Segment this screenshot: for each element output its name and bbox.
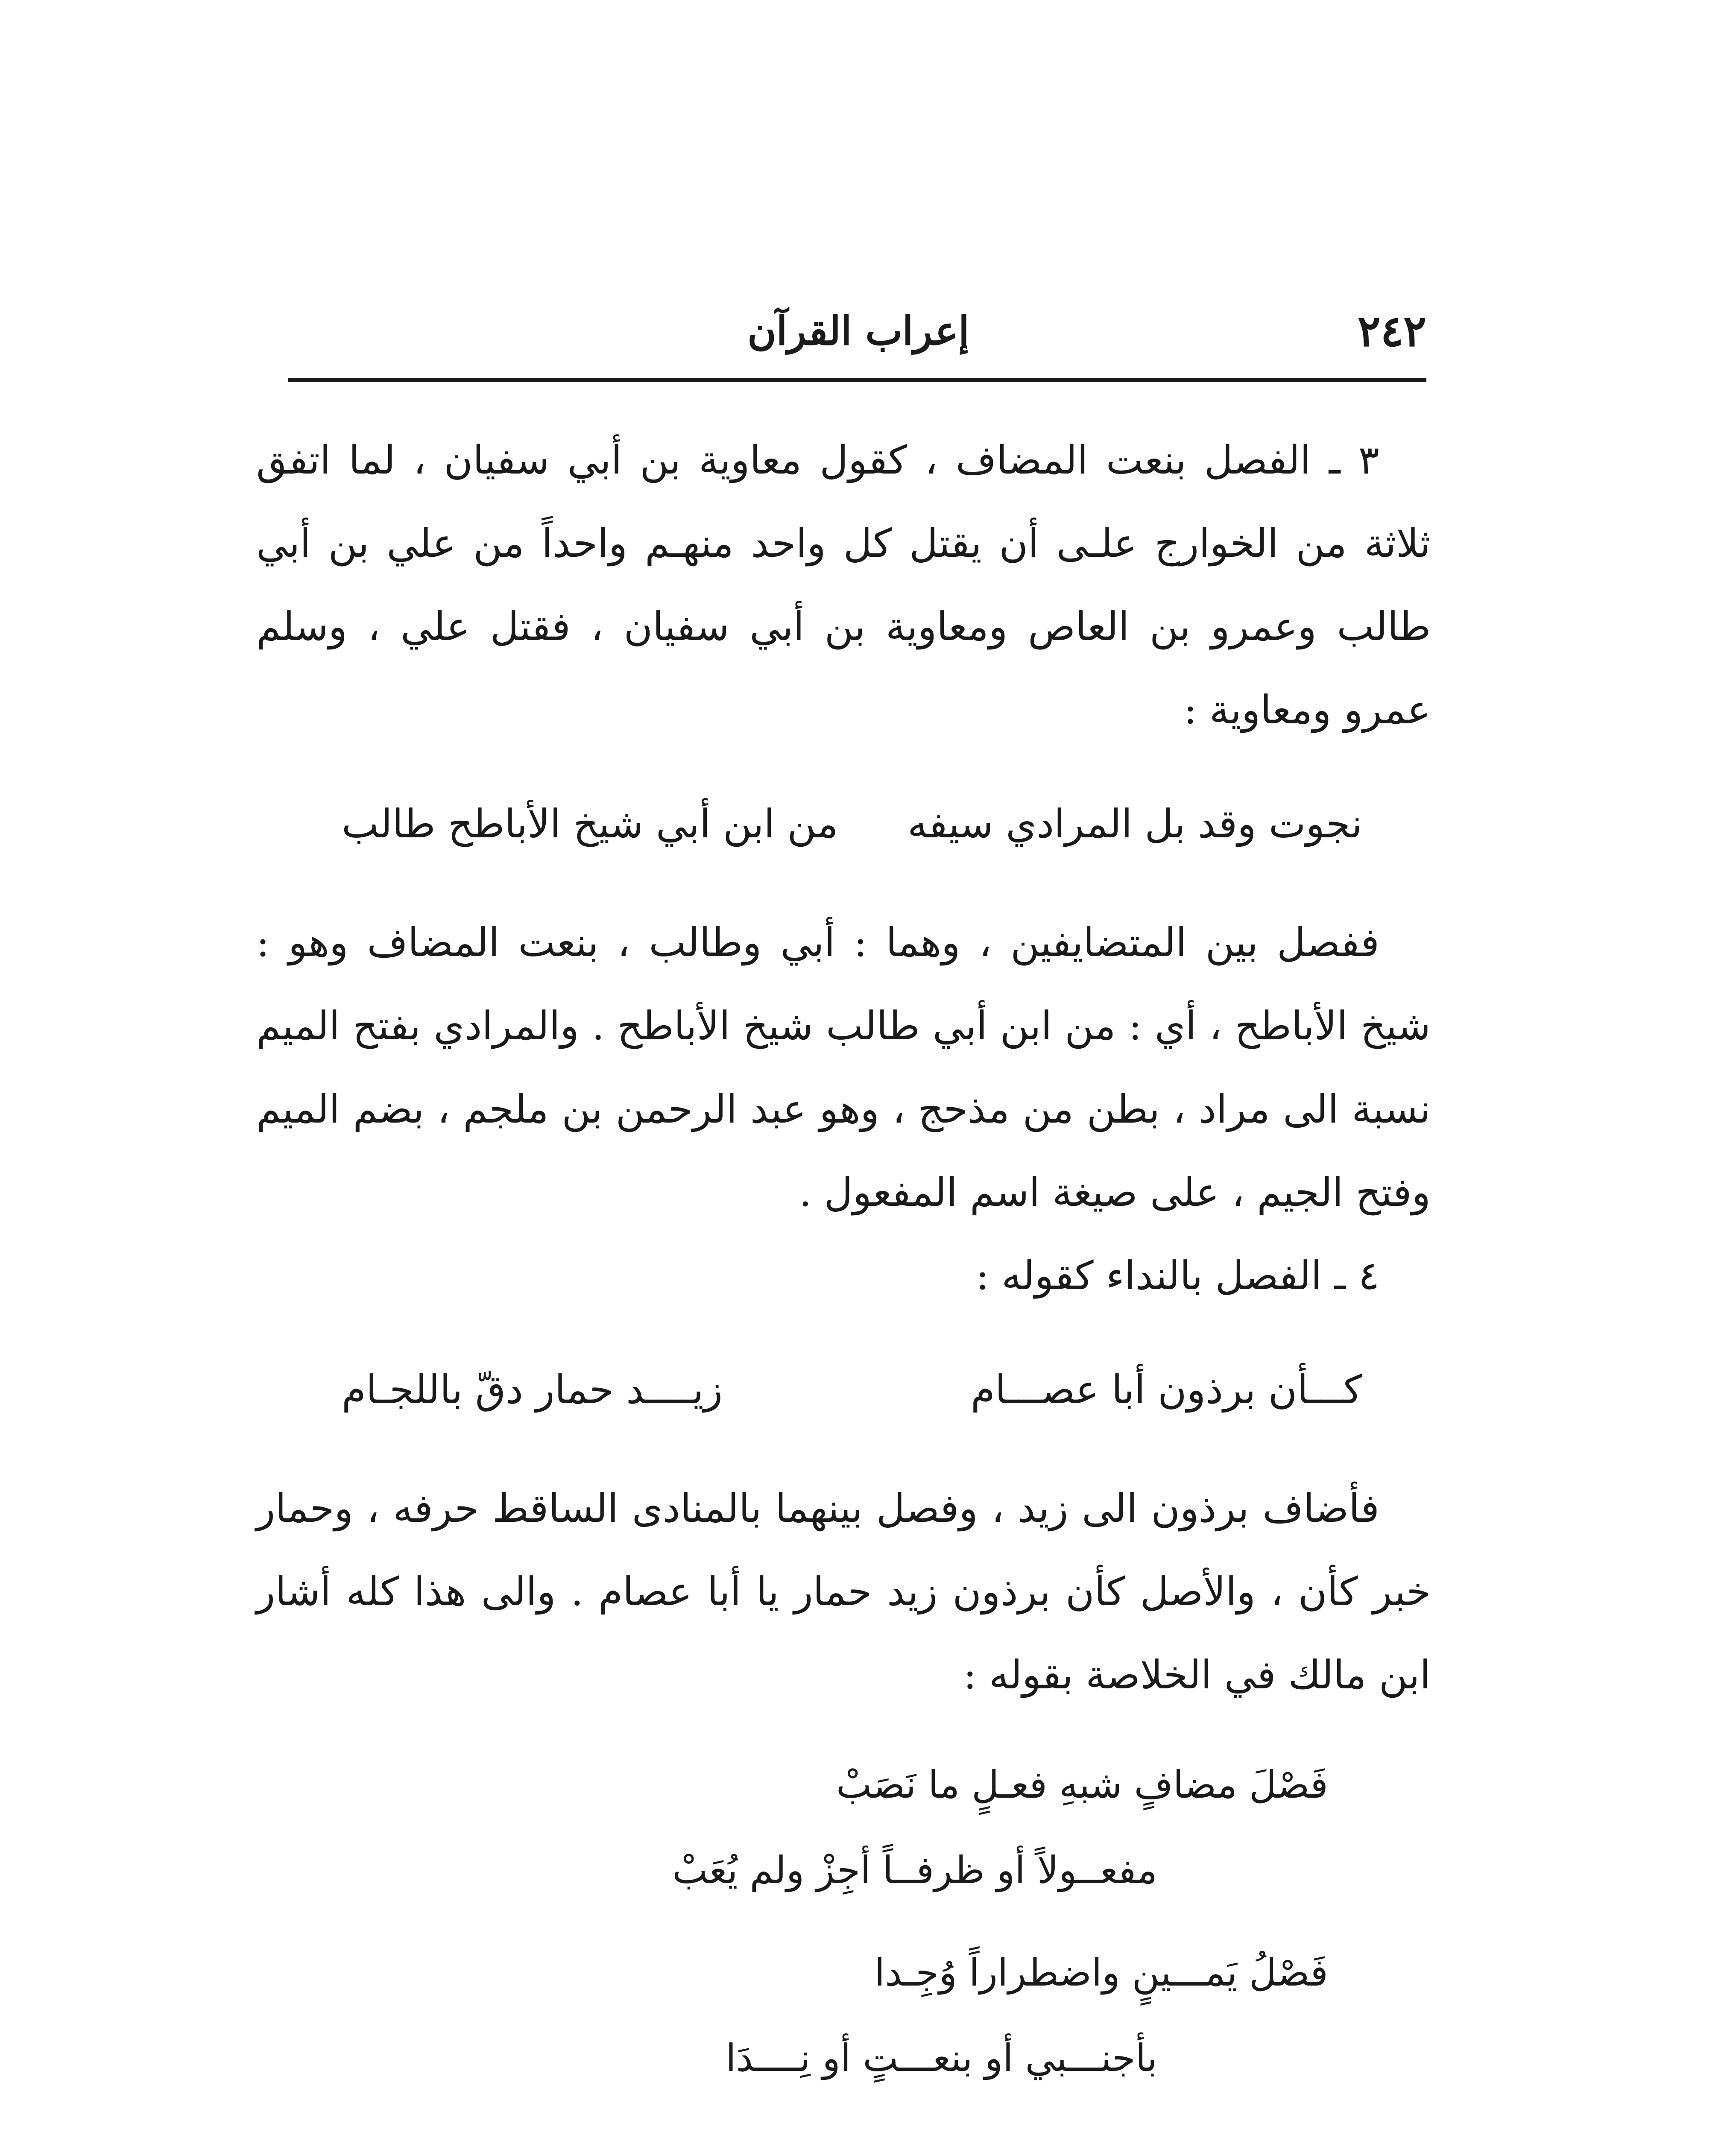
verse-second-hemistich: زيــــد حمار دقّ باللجـام	[342, 1367, 723, 1413]
verse-second-hemistich: من ابن أبي شيخ الأباطح طالب	[342, 801, 838, 847]
verse-najawtu	[256, 781, 1431, 867]
header-rule	[288, 378, 1426, 382]
poem-line: بأجنـــبي أو بنعـــتٍ أو نِــــدَا	[726, 2036, 1157, 2080]
poem-line: فَصْلُ يَمـــينٍ واضطراراً وُجِـدا	[874, 1951, 1328, 1995]
verse-birdhawn	[256, 1347, 1431, 1433]
poem-line: مفعــولاً أو ظرفــاً أجِزْ ولم يُعَبْ	[672, 1848, 1157, 1892]
page-body	[256, 418, 1431, 2135]
paragraph-fasl-nidaa: ٤ ـ الفصل بالنداء كقوله :	[976, 1253, 1379, 1299]
poem-spacer	[256, 1913, 1431, 1930]
verse-first-hemistich: نجوت وقد بل المرادي سيفه	[908, 801, 1362, 847]
poem-line: فَصْلَ مضافٍ شبهِ فعـلٍ ما نَصَبْ	[836, 1763, 1328, 1807]
page-number: ٢٤٢	[1357, 306, 1426, 356]
running-title: إعراب القرآن	[747, 308, 969, 354]
paragraph-idafa: فأضاف برذون الى زيد ، وفصل بينهما بالمنادى الساقط حرفه ، وحمار خبر كأن ، والأصل كأن برذون زيد حمار يا أبا عصام . والى هذا كله أشار ابن مالك في الخلاصة بقوله :	[256, 1486, 1431, 1698]
paragraph-explanation: ففصل بين المتضايفين ، وهما : أبي وطالب ، بنعت المضاف وهو : شيخ الأباطح ، أي : من ابن أبي طالب شيخ الأباطح . والمرادي بفتح الميم نسبة الى مراد ، بطن من مذحج ، وهو عبد الرحمن بن ملجم ، بضم الميم وفتح الجيم ، على صيغة اسم المفعول .	[256, 920, 1431, 1215]
verse-first-hemistich: كـــأن برذون أبا عصـــام	[970, 1367, 1362, 1413]
page-header	[290, 299, 1426, 371]
alfiyya-lines	[256, 1742, 1431, 2101]
paragraph-fasl-naat: ٣ ـ الفصل بنعت المضاف ، كقول معاوية بن أبي سفيان ، لما اتفق ثلاثة من الخوارج علـى أن يقتل كل واحد منهـم واحداً من علي بن أبي طالب وعمرو بن العاص ومعاوية بن أبي سفيان ، فقتل علي ، وسلم عمرو ومعاوية :	[256, 437, 1431, 733]
